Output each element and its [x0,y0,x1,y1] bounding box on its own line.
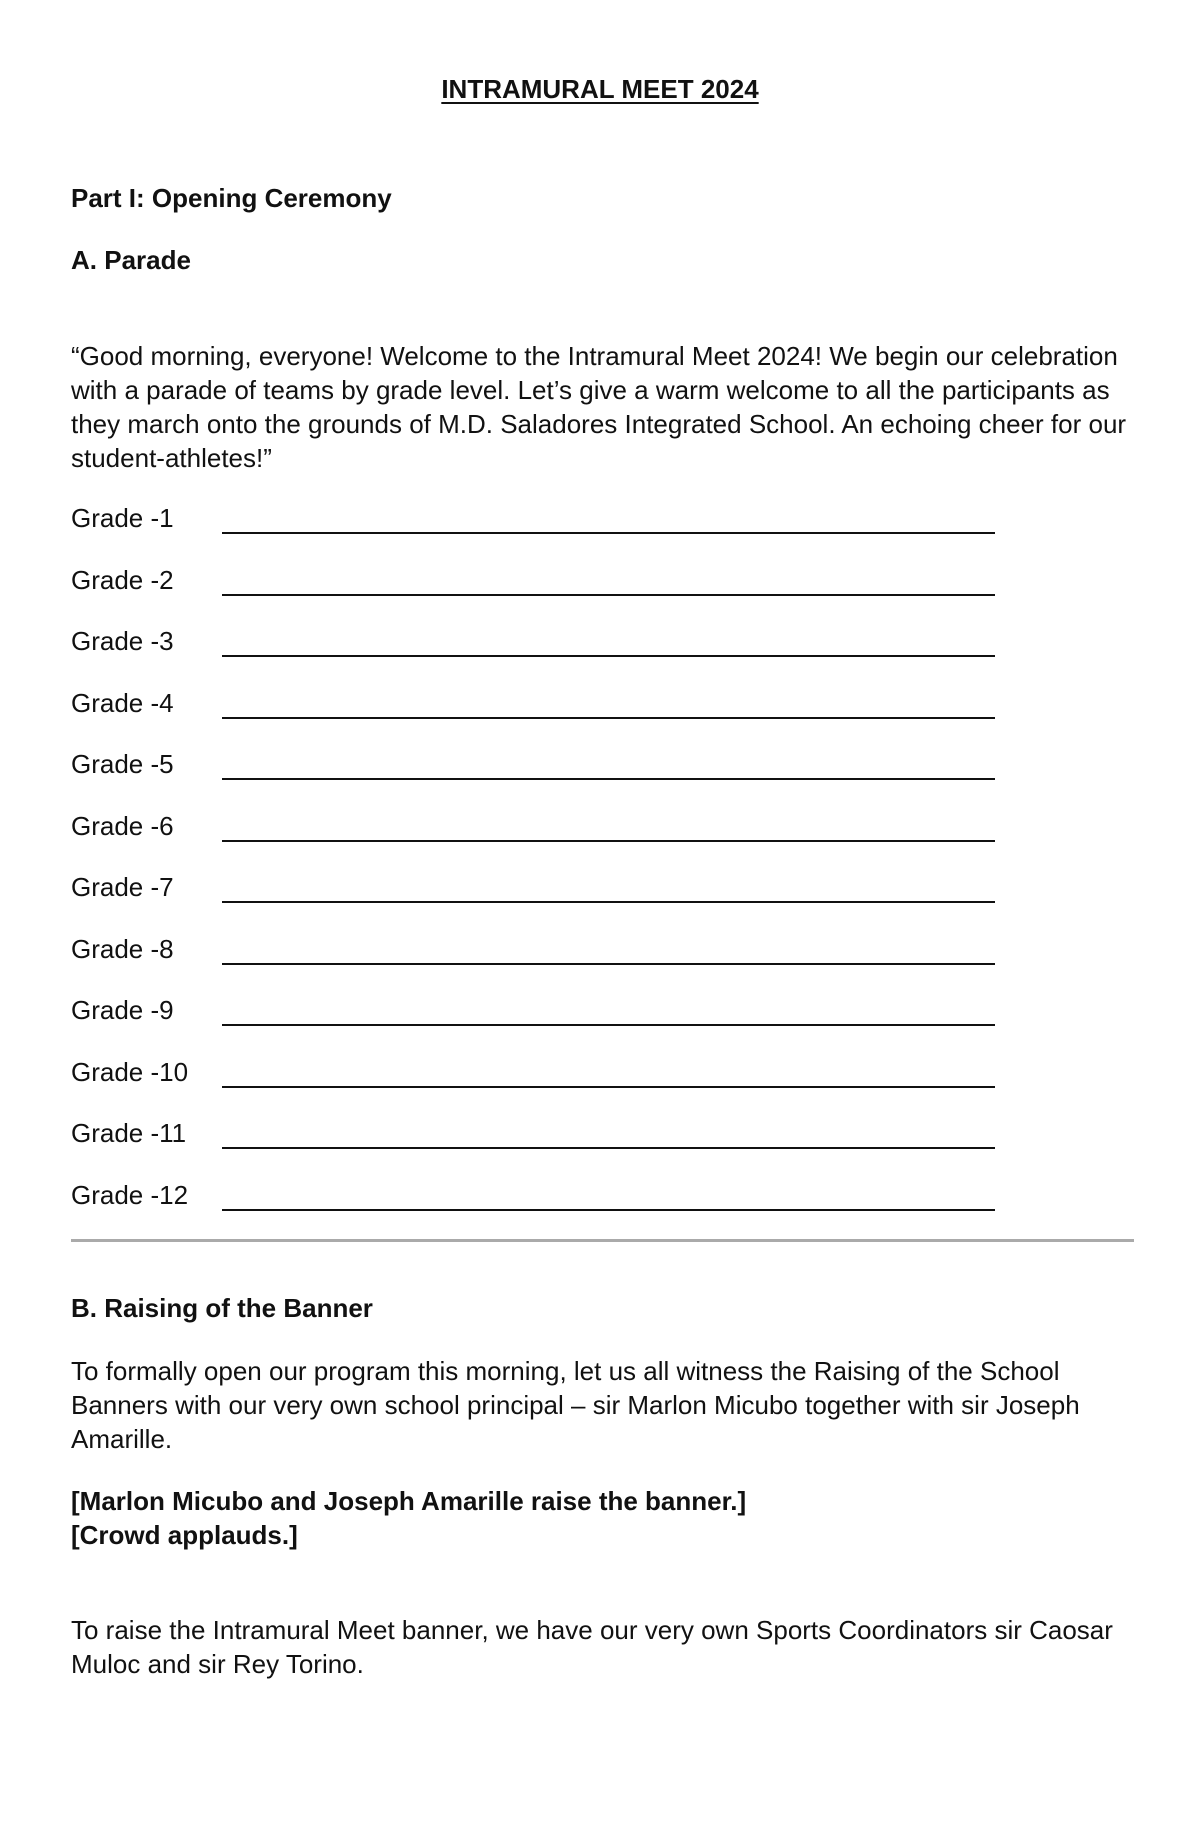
section-b-heading: B. Raising of the Banner [71,1293,373,1323]
grade-label: Grade -1 [71,503,174,533]
grade-blank-line [222,594,995,596]
grade-label: Grade -11 [71,1118,187,1148]
document-title: INTRAMURAL MEET 2024 [441,74,759,104]
grade-row-1 [71,501,1001,537]
grade-label: Grade -5 [71,749,174,779]
grade-row-10 [71,1055,1001,1091]
grade-label: Grade -4 [71,688,174,718]
banner-intro-paragraph: To formally open our program this morning, let us all witness the Raising of the School Banners with our very own school principal – sir Marlon Micubo together with sir Joseph Amarille. [71,1356,1080,1454]
grade-row-5 [71,747,1001,783]
grade-label: Grade -8 [71,934,174,964]
section-a-heading: A. Parade [71,245,191,275]
stage-direction-raise-banner: [Marlon Micubo and Joseph Amarille raise the banner.] [71,1486,747,1516]
grade-blank-line [222,1024,995,1026]
grade-blank-line [222,963,995,965]
grade-label: Grade -2 [71,565,174,595]
grade-label: Grade -12 [71,1180,189,1210]
grade-label: Grade -3 [71,626,174,656]
grade-row-3 [71,624,1001,660]
grade-row-11 [71,1116,1001,1152]
grade-row-8 [71,932,1001,968]
grade-blank-line [222,1209,995,1211]
grade-label: Grade -9 [71,995,174,1025]
grade-blank-line [222,778,995,780]
grade-row-4 [71,686,1001,722]
part-one-heading: Part I: Opening Ceremony [71,183,392,213]
grade-blank-line [222,655,995,657]
grade-label: Grade -10 [71,1057,189,1087]
intramural-banner-paragraph: To raise the Intramural Meet banner, we have our very own Sports Coordinators sir Caosar Muloc and sir Rey Torino. [71,1615,1113,1679]
grade-blank-line [222,532,995,534]
parade-intro-paragraph: “Good morning, everyone! Welcome to the Intramural Meet 2024! We begin our celebration with a parade of teams by grade level. Let’s give a warm welcome to all the participants as they march onto the grounds of M.D. Saladores Integrated School. An echoing cheer for our student-athletes!” [71,341,1127,473]
stage-direction-applause: [Crowd applauds.] [71,1520,298,1550]
grade-blank-line [222,1086,995,1088]
grade-blank-line [222,840,995,842]
grade-label: Grade -7 [71,872,174,902]
grade-row-2 [71,563,1001,599]
grade-label: Grade -6 [71,811,174,841]
grade-row-9 [71,993,1001,1029]
grade-row-12 [71,1178,1001,1214]
section-divider [71,1239,1134,1242]
grade-blank-line [222,901,995,903]
grade-blank-line [222,717,995,719]
grade-row-6 [71,809,1001,845]
grade-blank-line [222,1147,995,1149]
grade-row-7 [71,870,1001,906]
